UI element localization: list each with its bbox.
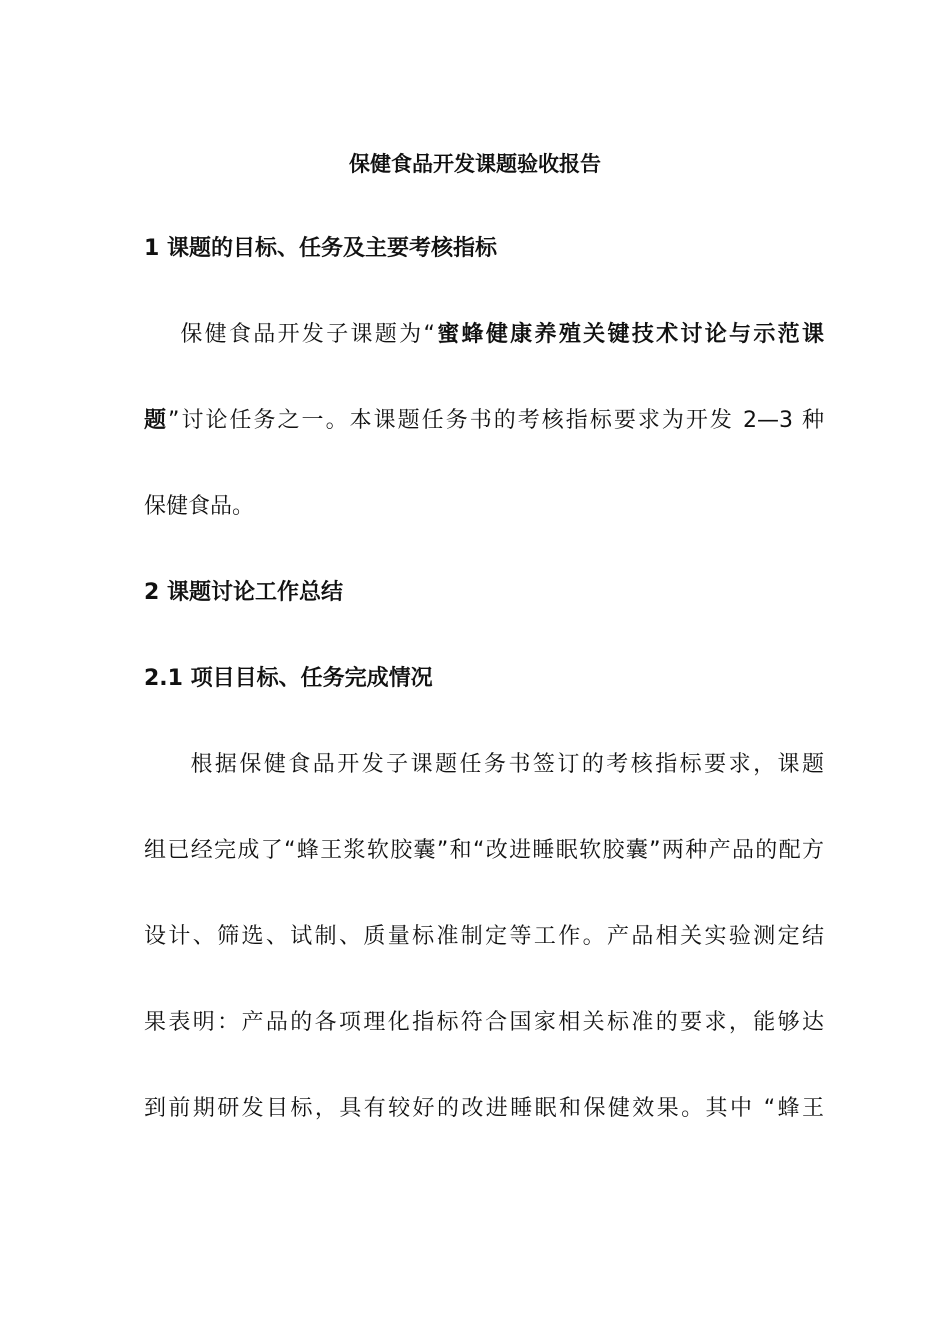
document-title: 保健食品开发课题验收报告 — [349, 152, 601, 176]
para-text: ”讨论任务之一。本课题任务书的考核指标要求为开发 2—3 种 — [168, 408, 824, 433]
project-name-bold-end: 题 — [144, 408, 169, 433]
section-2-1-line-1 — [144, 750, 824, 780]
para-text: 根据保健食品开发子课题任务书签订的考核指标要求，课题 — [188, 752, 824, 777]
section-2-1-heading: 2.1 项目目标、任务完成情况 — [144, 666, 433, 691]
section-1-para-line-1 — [144, 320, 824, 350]
section-2-1-line-5: 到前期研发目标，具有较好的改进睡眠和保健效果。其中 “蜂王 — [144, 1096, 824, 1121]
section-2-heading: 2 课题讨论工作总结 — [144, 580, 343, 605]
section-2-1-line-2: 组已经完成了“蜂王浆软胶囊”和“改进睡眠软胶囊”两种产品的配方 — [144, 838, 824, 863]
section-1-para-line-2 — [144, 406, 824, 436]
project-name-bold: 蜜蜂健康养殖关键技术讨论与示范课 — [434, 322, 824, 347]
section-1-para-line-3: 保健食品。 — [144, 494, 255, 519]
section-2-1-line-3: 设计、筛选、试制、质量标准制定等工作。产品相关实验测定结 — [144, 924, 824, 949]
para-text: 保健食品开发子课题为“ — [178, 322, 435, 347]
section-1-heading: 1 课题的目标、任务及主要考核指标 — [144, 236, 497, 261]
section-2-1-line-4: 果表明：产品的各项理化指标符合国家相关标准的要求，能够达 — [144, 1010, 824, 1035]
